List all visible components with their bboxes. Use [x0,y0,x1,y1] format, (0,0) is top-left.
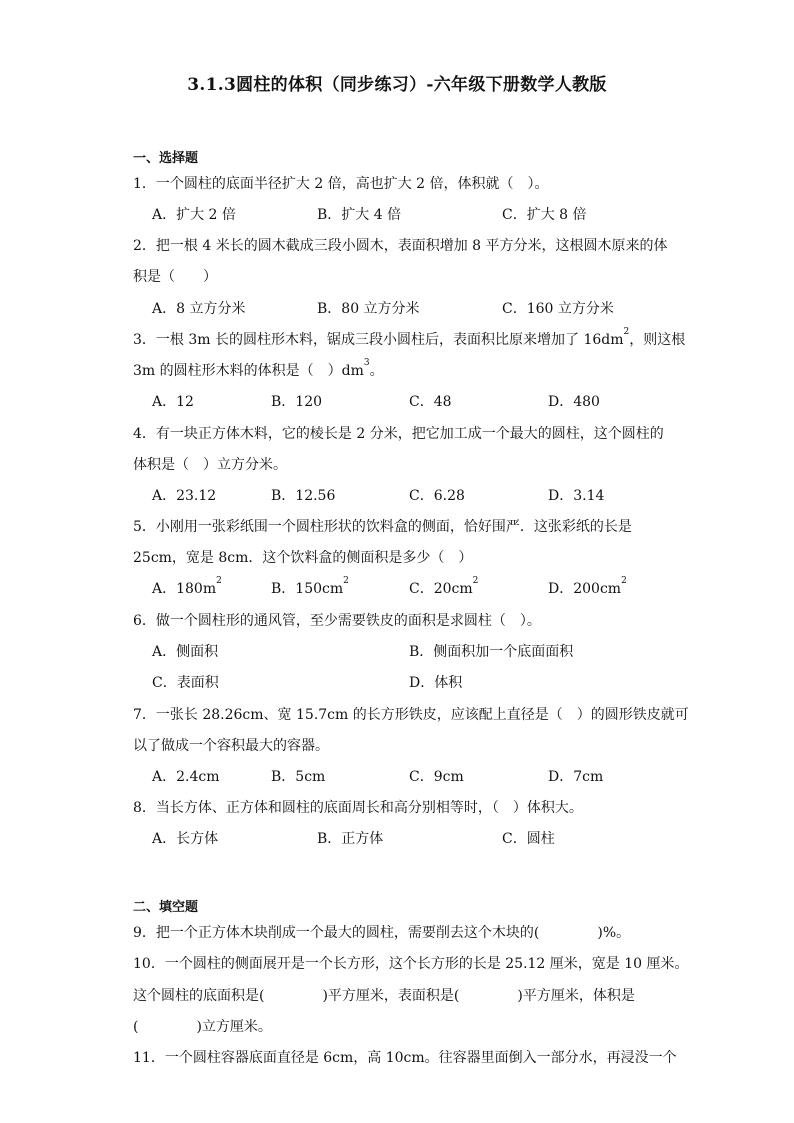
q7-option-b: B．5cm [271,769,326,785]
question-6: 6．做一个圆柱形的通风管，至少需要铁皮的面积是求圆柱（ ）。 [133,613,541,629]
q7-option-d: D．7cm [548,769,604,785]
q8-option-a: A．长方体 [152,831,219,847]
q7-option-a: A．2.4cm [152,769,220,785]
question-1: 1．一个圆柱的底面半径扩大 2 倍，高也扩大 2 倍，体积就（ ）。 [133,176,549,192]
q8-option-c: C．圆柱 [502,831,555,847]
q6-option-b: B．侧面积加一个底面面积 [409,644,574,660]
q8-option-b: B．正方体 [317,831,384,847]
question-9: 9．把一个正方体木块削成一个最大的圆柱，需要削去这个木块的( )%。 [133,925,631,941]
q6-option-a: A．侧面积 [152,644,219,660]
q4-option-d: D．3.14 [548,488,605,504]
question-7-line-1: 7．一张长 28.26cm、宽 15.7cm 的长方形铁皮，应该配上直径是（ ）的圆形铁皮就可 [133,707,689,723]
question-3-line-2: 3m 的圆柱形木料的体积是（ ）$dm^3$。 [133,358,384,379]
section-heading-choice: 一、选择题 [133,151,199,166]
q5-option-d: D．$200cm^2$ [548,576,627,597]
q3-option-b: B．120 [271,394,323,410]
page-title: 3.1.3圆柱的体积（同步练习）-六年级下册数学人教版 [187,75,607,95]
question-2-line-1: 2．把一根 4 米长的圆木截成三段小圆木，表面积增加 8 平方分米，这根圆木原来的体 [133,238,668,254]
question-4-line-1: 4．有一块正方体木料，它的棱长是 2 分米，把它加工成一个最大的圆柱，这个圆柱的 [133,426,664,442]
q1-option-b: B．扩大 4 倍 [317,207,402,223]
q5-option-b: B．$150cm^2$ [271,576,349,597]
question-3-line-1: 3．一根 3m 长的圆柱形木料，锯成三段小圆柱后，表面积比原来增加了 $16dm^2$，则这根 [133,327,686,348]
question-4-line-2: 体积是（ ）立方分米。 [133,457,287,473]
question-10-line-1: 10．一个圆柱的侧面展开是一个长方形，这个长方形的长是 25.12 厘米，宽是 10 厘米。 [133,956,689,972]
q7-option-c: C．9cm [409,769,464,785]
question-2-line-2: 积是（ ） [133,269,217,285]
question-11-line-1: 11．一个圆柱容器底面直径是 6cm，高 10cm。往容器里面倒入一部分水，再浸没一个 [133,1050,677,1066]
q3-option-d: D．480 [548,394,600,410]
section-heading-fill-in: 二、填空题 [133,900,199,915]
question-10-line-3: ( )立方厘米。 [133,1019,272,1035]
question-5-line-2: 25cm，宽是 8cm．这个饮料盒的侧面积是多少（ ） [133,550,473,566]
question-5-line-1: 5．小刚用一张彩纸围一个圆柱形状的饮料盒的侧面，恰好围严．这张彩纸的长是 [133,519,632,535]
q4-option-b: B．12.56 [271,488,336,504]
q6-option-d: D．体积 [409,675,463,691]
q3-option-c: C．48 [409,394,452,410]
q2-option-c: C．160 立方分米 [502,301,614,317]
q1-option-a: A．扩大 2 倍 [152,207,236,223]
q5-option-c: C．$20cm^2$ [409,576,479,597]
question-10-line-2: 这个圆柱的底面积是( )平方厘米，表面积是( )平方厘米，体积是 [133,988,635,1004]
q4-option-a: A．23.12 [152,488,217,504]
question-7-line-2: 以了做成一个容积最大的容器。 [133,738,329,754]
q3-option-a: A．12 [152,394,194,410]
question-8: 8．当长方体、正方体和圆柱的底面周长和高分别相等时，（ ）体积大。 [133,800,583,816]
q1-option-c: C．扩大 8 倍 [502,207,587,223]
q2-option-a: A．8 立方分米 [152,301,246,317]
q5-option-a: A．$180m^2$ [152,576,222,597]
q4-option-c: C．6.28 [409,488,465,504]
q6-option-c: C．表面积 [152,675,219,691]
q2-option-b: B．80 立方分米 [317,301,420,317]
